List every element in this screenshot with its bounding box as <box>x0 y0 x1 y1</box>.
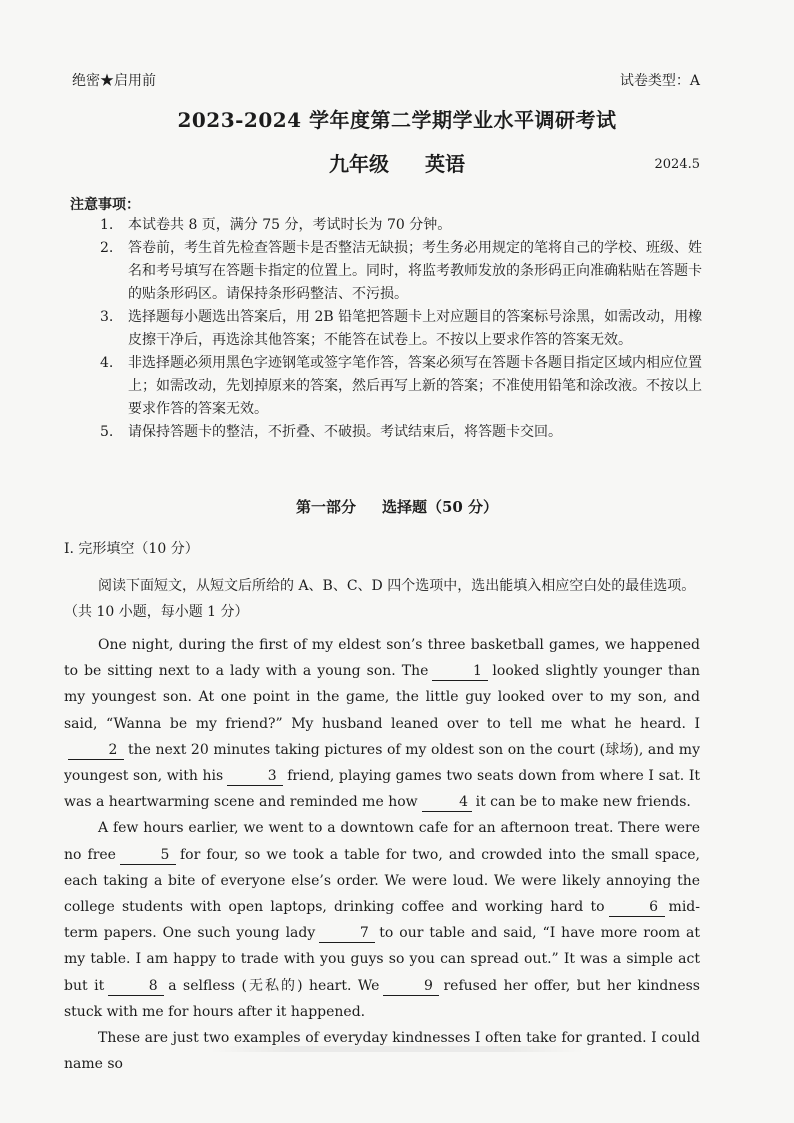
notice-item <box>100 237 710 306</box>
exam-title: 2023-2024 学年度第二学期学业水平调研考试 <box>177 108 617 132</box>
grade-label: 九年级 <box>329 152 389 176</box>
passage-paragraph <box>64 815 700 1025</box>
cloze-blank: 4 <box>422 794 472 812</box>
notice-heading: 注意事项： <box>70 197 140 213</box>
cloze-blank: 5 <box>120 847 176 865</box>
notice-text: 选择题每小题选出答案后，用 2B 铅笔把答题卡上对应题目的答案标号涂黑，如需改动，用橡皮擦干净后，再选涂其他答案；不能答在试卷上。不按以上要求作答的答案无效。 <box>128 309 703 348</box>
section-instruction: 阅读下面短文，从短文后所给的 A、B、C、D 四个选项中，选出能填入相应空白处的最佳选项。（共 10 小题，每小题 1 分） <box>64 578 696 620</box>
cloze-blank: 7 <box>319 925 375 943</box>
passage-text: friend, playing games two seats down from where I sat. It was a heartwarming scene and reminded me how <box>64 768 700 811</box>
passage-text: refused her offer, but her kindness stuck with me for hours after it happened. <box>64 977 700 1020</box>
cloze-blank: 9 <box>383 978 439 996</box>
notice-number: 5. <box>100 424 114 440</box>
notice-number: 2. <box>100 240 114 256</box>
passage-text: mid-term papers. One such young lady <box>64 899 700 942</box>
cloze-blank: 8 <box>108 978 164 996</box>
passage-text: a selfless (无私的) heart. We <box>168 977 380 994</box>
notice-number: 3. <box>100 309 114 325</box>
notice-text: 本试卷共 8 页，满分 75 分，考试时长为 70 分钟。 <box>128 217 452 233</box>
notice-item <box>100 421 710 444</box>
notice-number: 1. <box>100 217 114 233</box>
cloze-blank: 2 <box>68 742 124 760</box>
passage-text: These are just two examples of everyday kindnesses I often take for granted. I could name so <box>64 1030 700 1073</box>
subject-label: 英语 <box>425 152 465 176</box>
exam-date: 2024.5 <box>654 157 700 172</box>
paper-type-label: 试卷类型：A <box>619 73 700 89</box>
passage-text: A few hours earlier, we went to a downtown cafe for an afternoon treat. There were no free <box>64 820 700 863</box>
passage-text: for four, so we took a table for two, and crowded into the small space, each taking a bite of everyone else’s order. We were loud. We were likely annoying the college students with open laptops, drinking coffee and working hard to <box>64 846 700 916</box>
section-heading: I. 完形填空（10 分） <box>64 541 199 557</box>
cloze-blank: 3 <box>227 768 283 786</box>
part-name: 第一部分 <box>295 498 356 516</box>
notice-text: 非选择题必须用黑色字迹钢笔或签字笔作答，答案必须写在答题卡各题目指定区域内相应位置上；如需改动，先划掉原来的答案，然后再写上新的答案；不准使用铅笔和涂改液。不按以上要求作答的答案无效。 <box>128 355 702 417</box>
passage-text: it can be to make new friends. <box>475 794 691 811</box>
passage-text: One night, during the first of my eldest son’s three basketball games, we happened to be sitting next to a lady with a young son. The <box>64 637 700 680</box>
faded-text-line <box>210 1046 584 1052</box>
notice-list <box>100 214 710 444</box>
cloze-blank: 1 <box>432 663 488 681</box>
confidential-label: 绝密★启用前 <box>72 73 156 89</box>
notice-text: 请保持答题卡的整洁，不折叠、不破损。考试结束后，将答题卡交回。 <box>128 424 562 440</box>
notice-item <box>100 214 710 237</box>
part-heading <box>0 496 794 517</box>
notice-item <box>100 306 710 352</box>
notice-item <box>100 352 710 421</box>
passage-text: the next 20 minutes taking pictures of my oldest son on the court (球场), and my youngest son, with his <box>64 741 700 785</box>
notice-text: 答卷前，考生首先检查答题卡是否整洁无缺损；考生务必用规定的笔将自己的学校、班级、姓名和考号填写在答题卡指定的位置上。同时，将监考教师发放的条形码正向准确粘贴在答题卡的贴条形码区。请保持条形码整洁、不污损。 <box>128 240 702 302</box>
cloze-passage <box>64 632 700 1077</box>
passage-paragraph <box>64 632 700 815</box>
passage-text: looked slightly younger than my youngest son. At one point in the game, the little guy looked over to my son, and said, “Wanna be my friend?” My husband leaned over to tell me what he heard. I <box>64 663 701 732</box>
part-title: 选择题（50 分） <box>381 498 499 516</box>
notice-number: 4. <box>100 355 114 371</box>
cloze-blank: 6 <box>609 899 665 917</box>
passage-text: to our table and said, “I have more room at my table. I am happy to trade with you guys so you can spread out.” It was a simple act but it <box>64 925 700 994</box>
